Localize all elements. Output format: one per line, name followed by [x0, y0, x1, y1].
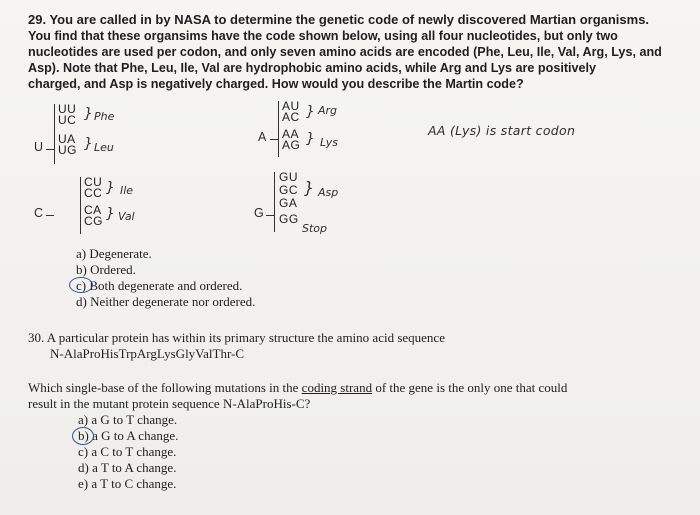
brace-line — [54, 104, 55, 164]
amino-acid-label: Ile — [120, 184, 134, 197]
amino-acid-label: Lys — [320, 136, 338, 149]
question-29-text — [28, 12, 688, 92]
brace-line — [274, 172, 275, 232]
q30-line-1: 30. A particular protein has within its primary structure the amino acid sequence — [28, 330, 445, 345]
handwritten-brace: } — [106, 180, 115, 196]
codon-pair: CG — [84, 214, 103, 228]
codon-pair: AC — [282, 110, 300, 124]
amino-acid-label: Val — [118, 210, 135, 223]
codon-pair-list — [279, 172, 299, 225]
codon-pair: CC — [84, 186, 103, 200]
codon-pair: AG — [282, 138, 301, 152]
codon-pair: UC — [58, 113, 77, 127]
q30-answer-choices — [78, 412, 178, 492]
codon-pair: CA — [84, 203, 102, 217]
codon-pair: AA — [282, 127, 300, 141]
choice-e[interactable]: e) a T to C change. — [78, 476, 177, 491]
choice-d[interactable]: d) a T to A change. — [78, 460, 177, 475]
amino-acid-label: Arg — [318, 104, 338, 117]
prompt-text: Which single-base of the following mutations in the — [28, 380, 302, 395]
codon-pair: UG — [58, 143, 77, 157]
brace-tick — [46, 149, 54, 150]
handwritten-start-codon-note: AA (Lys) is start codon — [428, 123, 576, 138]
codon-pair: GU — [279, 170, 298, 184]
brace-tick — [266, 215, 274, 216]
amino-acid-label: Phe — [94, 110, 115, 123]
brace-tick — [270, 139, 278, 140]
amino-acid-label: Leu — [94, 141, 114, 154]
handwritten-brace: } — [306, 104, 315, 120]
choice-c[interactable]: c) a C to T change. — [78, 444, 177, 459]
codon-pair: AU — [282, 99, 300, 113]
brace-line — [278, 101, 279, 157]
q30-sequence: N-AlaProHisTrpArgLysGlyValThr-C — [50, 346, 245, 361]
codon-pair-list — [58, 104, 77, 156]
choice-c[interactable]: c) Both degenerate and ordered. — [76, 278, 243, 293]
handwritten-brace: } — [304, 178, 315, 197]
prompt-text: of the gene is the only one that could — [372, 380, 568, 395]
codon-base-a: A — [258, 130, 267, 144]
codon-pair: GG — [279, 212, 299, 226]
choice-b[interactable]: b) Ordered. — [76, 262, 136, 277]
q29-line-5: charged, and Asp is negatively charged. How would you describe the Martin code? — [28, 77, 524, 91]
prompt-underlined-text: coding strand — [301, 380, 373, 395]
brace-line — [80, 177, 81, 234]
handwritten-brace: } — [306, 131, 315, 147]
codon-base-u: U — [34, 140, 44, 154]
question-30-prompt — [28, 380, 567, 412]
choice-b[interactable]: b) a G to A change. — [78, 428, 179, 443]
question-30-text — [28, 330, 445, 362]
choice-d[interactable]: d) Neither degenerate nor ordered. — [76, 294, 256, 309]
q29-line-4: Asp). Note that Phe, Leu, Ile, Val are hydrophobic amino acids, while Arg and Lys are positively — [28, 61, 597, 75]
codon-base-c: C — [34, 206, 44, 220]
codon-pair: CU — [84, 175, 103, 189]
pen-circle-choice-b — [72, 427, 94, 445]
q29-answer-choices — [76, 246, 255, 310]
q30-prompt-line-1 — [28, 380, 567, 396]
q29-line-2: You find that these organsims have the code shown below, using all four nucleotides, but only two — [28, 29, 618, 43]
brace-tick — [46, 215, 54, 216]
q29-line-1: 29. You are called in by NASA to determine the genetic code of newly discovered Martian organisms. — [28, 12, 650, 27]
choice-a[interactable]: a) a G to T change. — [78, 412, 178, 427]
handwritten-brace: } — [84, 136, 93, 152]
codon-pair: UA — [58, 132, 76, 146]
codon-base-g: G — [254, 206, 264, 220]
q29-line-3: nucleotides are used per codon, and only seven amino acids are encoded (Phe, Leu, Ile, Val, Arg, Lys, and — [28, 45, 662, 59]
pen-circle-choice-c — [69, 277, 93, 293]
codon-pair: UU — [58, 102, 77, 116]
amino-acid-label: Stop — [302, 222, 328, 235]
q30-prompt-line-2: result in the mutant protein sequence N-AlaProHis-C? — [28, 396, 311, 411]
choice-a[interactable]: a) Degenerate. — [76, 246, 152, 261]
amino-acid-label: Asp — [318, 186, 339, 199]
codon-pair-list — [282, 101, 300, 151]
handwritten-brace: } — [84, 106, 93, 122]
handwritten-brace: } — [106, 206, 115, 222]
codon-pair: GA — [279, 196, 298, 210]
codon-pair-list — [84, 177, 103, 227]
codon-pair: GC — [279, 183, 298, 197]
